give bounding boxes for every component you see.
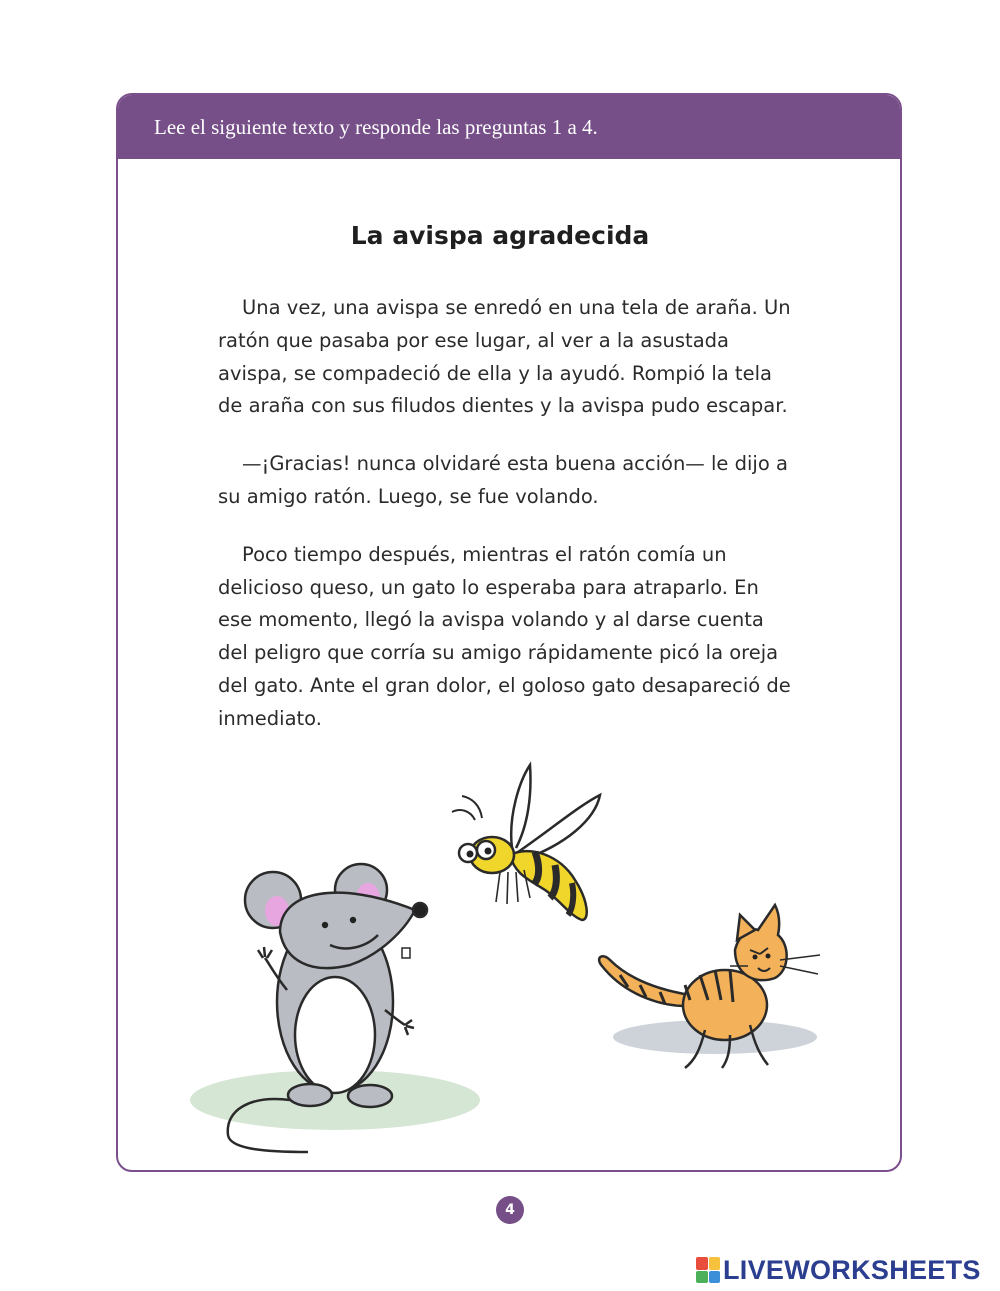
page-number: 4 (496, 1196, 524, 1224)
story-paragraph-2: —¡Gracias! nunca olvidaré esta buena acción— le dijo a su amigo ratón. Luego, se fue volando. (218, 452, 788, 508)
brand-logo[interactable] (696, 1253, 981, 1287)
story-paragraph-1: Una vez, una avispa se enredó en una tela de araña. Un ratón que pasaba por ese lugar, al ver a la asustada avispa, se compadeció de ella y la ayudó. Rompió la tela de araña con sus filudos dientes y la avispa pudo escapar. (218, 296, 791, 418)
instruction-banner: Lee el siguiente texto y responde las preguntas 1 a 4. (118, 95, 900, 159)
story-title: La avispa agradecida (350, 221, 650, 250)
story-text (218, 292, 798, 761)
brand-name: LIVEWORKSHEETS (723, 1254, 981, 1285)
story-paragraph-3: Poco tiempo después, mientras el ratón comía un delicioso queso, un gato lo esperaba para atraparlo. En ese momento, llegó la avispa volando y al darse cuenta del peligro que corría su amigo rápidamente picó la oreja del gato. Ante el gran dolor, el goloso gato desapareció de inmediato. (218, 542, 791, 730)
liveworksheets-logo-icon (696, 1257, 720, 1283)
story-illustration (180, 760, 840, 1160)
wasp-drawing (452, 765, 600, 920)
